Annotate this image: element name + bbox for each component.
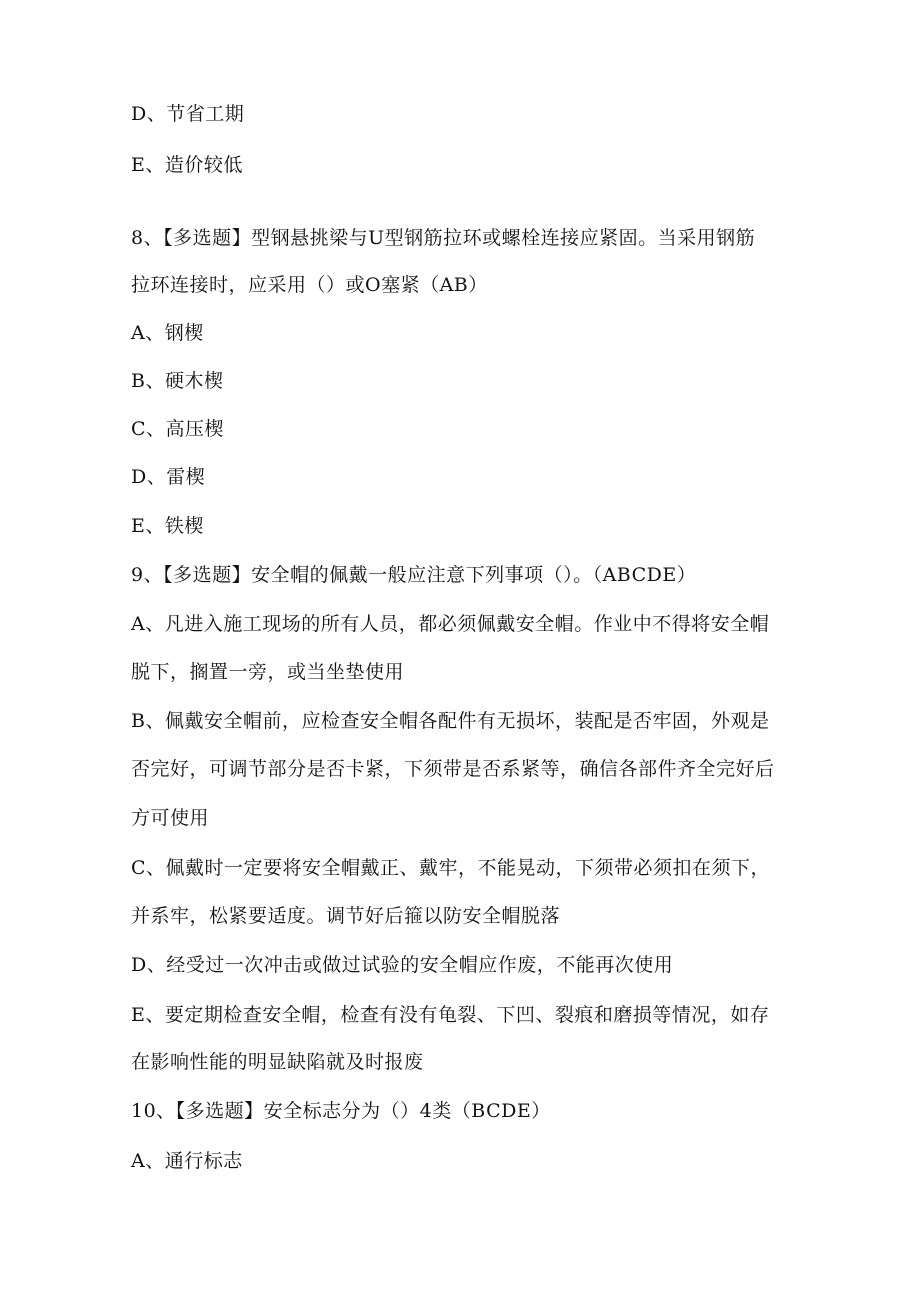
q10-option-a: A、通行标志 (131, 1150, 243, 1172)
q7-option-e: E、造价较低 (131, 154, 243, 176)
q9-option-c-line2: 并系牢，松紧要适度。调节好后箍以防安全帽脱落 (131, 905, 561, 927)
q9-option-d: D、经受过一次冲击或做过试验的安全帽应作废，不能再次使用 (131, 954, 674, 976)
q7-option-d: D、节省工期 (131, 103, 245, 125)
q9-option-e-line2: 在影响性能的明显缺陷就及时报废 (131, 1051, 424, 1073)
q8-option-e: E、铁楔 (131, 515, 204, 537)
q9-option-a-line1: A、凡进入施工现场的所有人员，都必须佩戴安全帽。作业中不得将安全帽 (131, 613, 770, 635)
q8-question-line1: 8、【多选题】型钢悬挑梁与U型钢筋拉环或螺栓连接应紧固。当采用钢筋 (131, 227, 756, 249)
q10-question: 10、【多选题】安全标志分为（）4类（BCDE） (131, 1100, 551, 1122)
q9-option-c-line1: C、佩戴时一定要将安全帽戴正、戴牢，不能晃动，下须带必须扣在须下， (131, 857, 771, 879)
q8-question-line2: 拉环连接时，应采用（）或O塞紧（AB） (131, 274, 488, 296)
q8-option-a: A、钢楔 (131, 322, 204, 344)
q8-option-c: C、高压楔 (131, 418, 225, 440)
q9-option-b-line2: 否完好，可调节部分是否卡紧，下须带是否系紧等，确信各部件齐全完好后 (131, 758, 775, 780)
q9-question: 9、【多选题】安全帽的佩戴一般应注意下列事项（）。（ABCDE） (131, 564, 697, 586)
q9-option-e-line1: E、要定期检查安全帽，检查有没有龟裂、下凹、裂痕和磨损等情况，如存 (131, 1004, 770, 1026)
q9-option-b-line1: B、佩戴安全帽前，应检查安全帽各配件有无损坏，装配是否牢固，外观是 (131, 710, 770, 732)
q8-option-b: B、硬木楔 (131, 370, 224, 392)
q8-option-d: D、雷楔 (131, 466, 206, 488)
q9-option-b-line3: 方可使用 (131, 807, 210, 829)
q9-option-a-line2: 脱下，搁置一旁，或当坐垫使用 (131, 661, 405, 683)
